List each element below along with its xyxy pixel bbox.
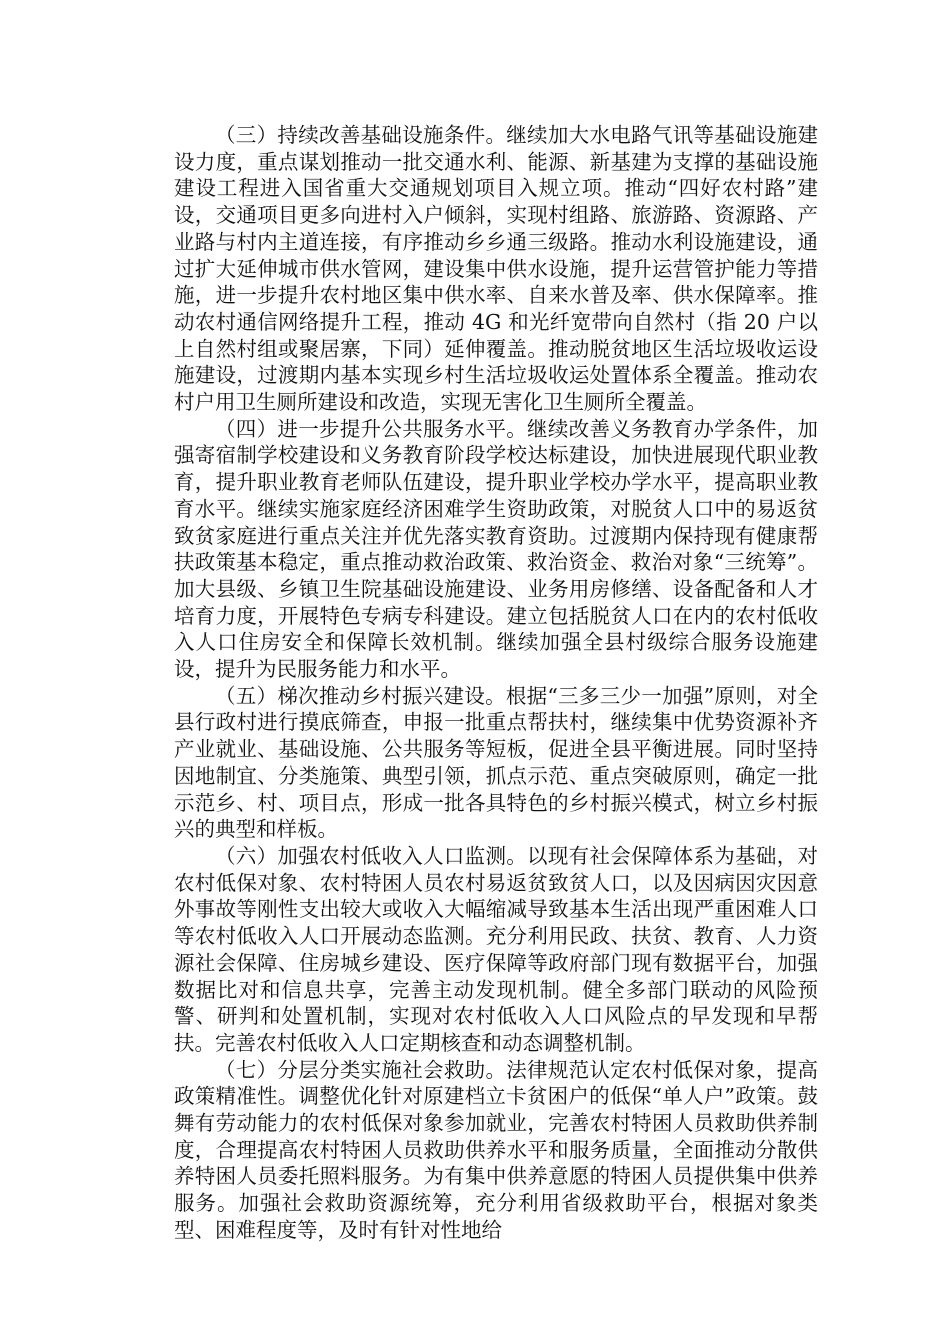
paragraph-low-income-monitoring: （六）加强农村低收入人口监测。以现有社会保障体系为基础，对农村低保对象、农村特困人员农村易返贫致贫人口，以及因病因灾因意外事故等刚性支出较大或收入大幅缩减导致基本生活出现严重困难人口等农村低收入人口开展动态监测。充分利用民政、扶贫、教育、人力资源社会保障、住房城乡建设、医疗保障等政府部门现有数据平台，加强数据比对和信息共享，完善主动发现机制。健全多部门联动的风险预警、研判和处置机制，实现对农村低收入人口风险点的早发现和早帮扶。完善农村低收入人口定期核查和动态调整机制。 xyxy=(174,843,818,1055)
paragraph-social-assistance: （七）分层分类实施社会救助。法律规范认定农村低保对象，提高政策精准性。调整优化针对原建档立卡贫困户的低保“单人户”政策。鼓舞有劳动能力的农村低保对象参加就业，完善农村特困人员救助供养制度，合理提高农村特困人员救助供养水平和服务质量，全面推动分散供养特困人员委托照料服务。为有集中供养意愿的特困人员提供集中供养服务。加强社会救助资源统筹，充分利用省级救助平台，根据对象类型、困难程度等，及时有针对性地给 xyxy=(174,1057,818,1242)
paragraph-rural-revitalization: （五）梯次推动乡村振兴建设。根据“三多三少一加强”原则，对全县行政村进行摸底筛查，申报一批重点帮扶村，继续集中优势资源补齐产业就业、基础设施、公共服务等短板，促进全县平衡进展。同时坚持因地制宜、分类施策、典型引领，抓点示范、重点突破原则，确定一批示范乡、村、项目点，形成一批各具特色的乡村振兴模式，树立乡村振兴的典型和样板。 xyxy=(174,683,818,842)
paragraph-infrastructure: （三）持续改善基础设施条件。继续加大水电路气讯等基础设施建设力度，重点谋划推动一批交通水利、能源、新基建为支撑的基础设施建设工程进入国省重大交通规划项目入规立项。推动“四好农村路”建设，交通项目更多向进村入户倾斜，实现村组路、旅游路、资源路、产业路与村内主道连接，有序推动乡乡通三级路。推动水利设施建设，通过扩大延伸城市供水管网，建设集中供水设施，提升运营管护能力等措施，进一步提升农村地区集中供水率、自来水普及率、供水保障率。推动农村通信网络提升工程，推动 4G 和光纤宽带向自然村（指 20 户以上自然村组或聚居寨，下同）延伸覆盖。推动脱贫地区生活垃圾收运设施建设，过渡期内基本实现乡村生活垃圾收运处置体系全覆盖。推动农村户用卫生厕所建设和改造，实现无害化卫生厕所全覆盖。 xyxy=(174,123,818,415)
paragraph-public-services: （四）进一步提升公共服务水平。继续改善义务教育办学条件，加强寄宿制学校建设和义务教育阶段学校达标建设，加快进展现代职业教育，提升职业教育老师队伍建设，提升职业学校办学水平，提高职业教育水平。继续实施家庭经济困难学生资助政策，对脱贫人口中的易返贫致贫家庭进行重点关注并优先落实教育资助。过渡期内保持现有健康帮扶政策基本稳定，重点推动救治政策、救治资金、救治对象“三统筹”。加大县级、乡镇卫生院基础设施建设、业务用房修缮、设备配备和人才培育力度，开展特色专病专科建设。建立包括脱贫人口在内的农村低收入人口住房安全和保障长效机制。继续加强全县村级综合服务设施建设，提升为民服务能力和水平。 xyxy=(174,416,818,682)
document-body xyxy=(174,122,818,1244)
